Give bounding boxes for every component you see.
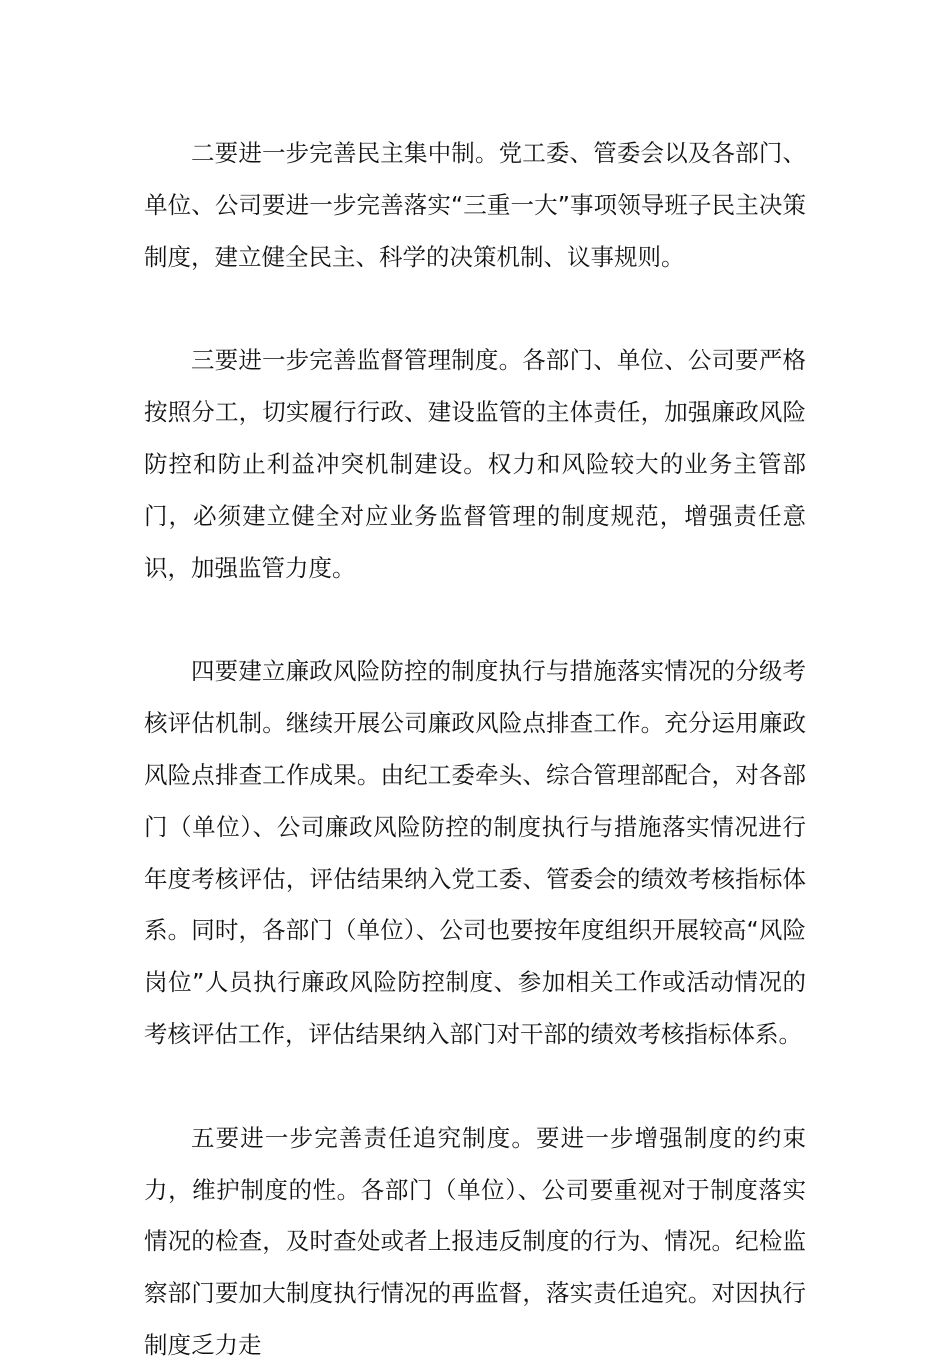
paragraph-supervision-management: 三要进一步完善监督管理制度。各部门、单位、公司要严格按照分工，切实履行行政、建设监管的主体责任，加强廉政风险防控和防止利益冲突机制建设。权力和风险较大的业务主管部门，必须建立健全对应业务监督管理的制度规范，增强责任意识，加强监管力度。	[144, 346, 806, 582]
paragraph-risk-assessment: 四要建立廉政风险防控的制度执行与措施落实情况的分级考核评估机制。继续开展公司廉政风险点排查工作。充分运用廉政风险点排查工作成果。由纪工委牵头、综合管理部配合，对各部门（单位）、公司廉政风险防控的制度执行与措施落实情况进行年度考核评估，评估结果纳入党工委、管委会的绩效考核指标体系。同时，各部门（单位）、公司也要按年度组织开展较高“风险岗位”人员执行廉政风险防控制度、参加相关工作或活动情况的考核评估工作，评估结果纳入部门对干部的绩效考核指标体系。	[144, 657, 806, 1048]
paragraph-democratic-centralism: 二要进一步完善民主集中制。党工委、管委会以及各部门、单位、公司要进一步完善落实“三重一大”事项领导班子民主决策制度，建立健全民主、科学的决策机制、议事规则。	[144, 139, 806, 271]
paragraph-accountability: 五要进一步完善责任追究制度。要进一步增强制度的约束力，维护制度的性。各部门（单位）、公司要重视对于制度落实情况的检查，及时查处或者上报违反制度的行为、情况。纪检监察部门要加大制度执行情况的再监督，落实责任追究。对因执行制度乏力走	[144, 1123, 806, 1359]
document-body	[144, 128, 806, 1372]
